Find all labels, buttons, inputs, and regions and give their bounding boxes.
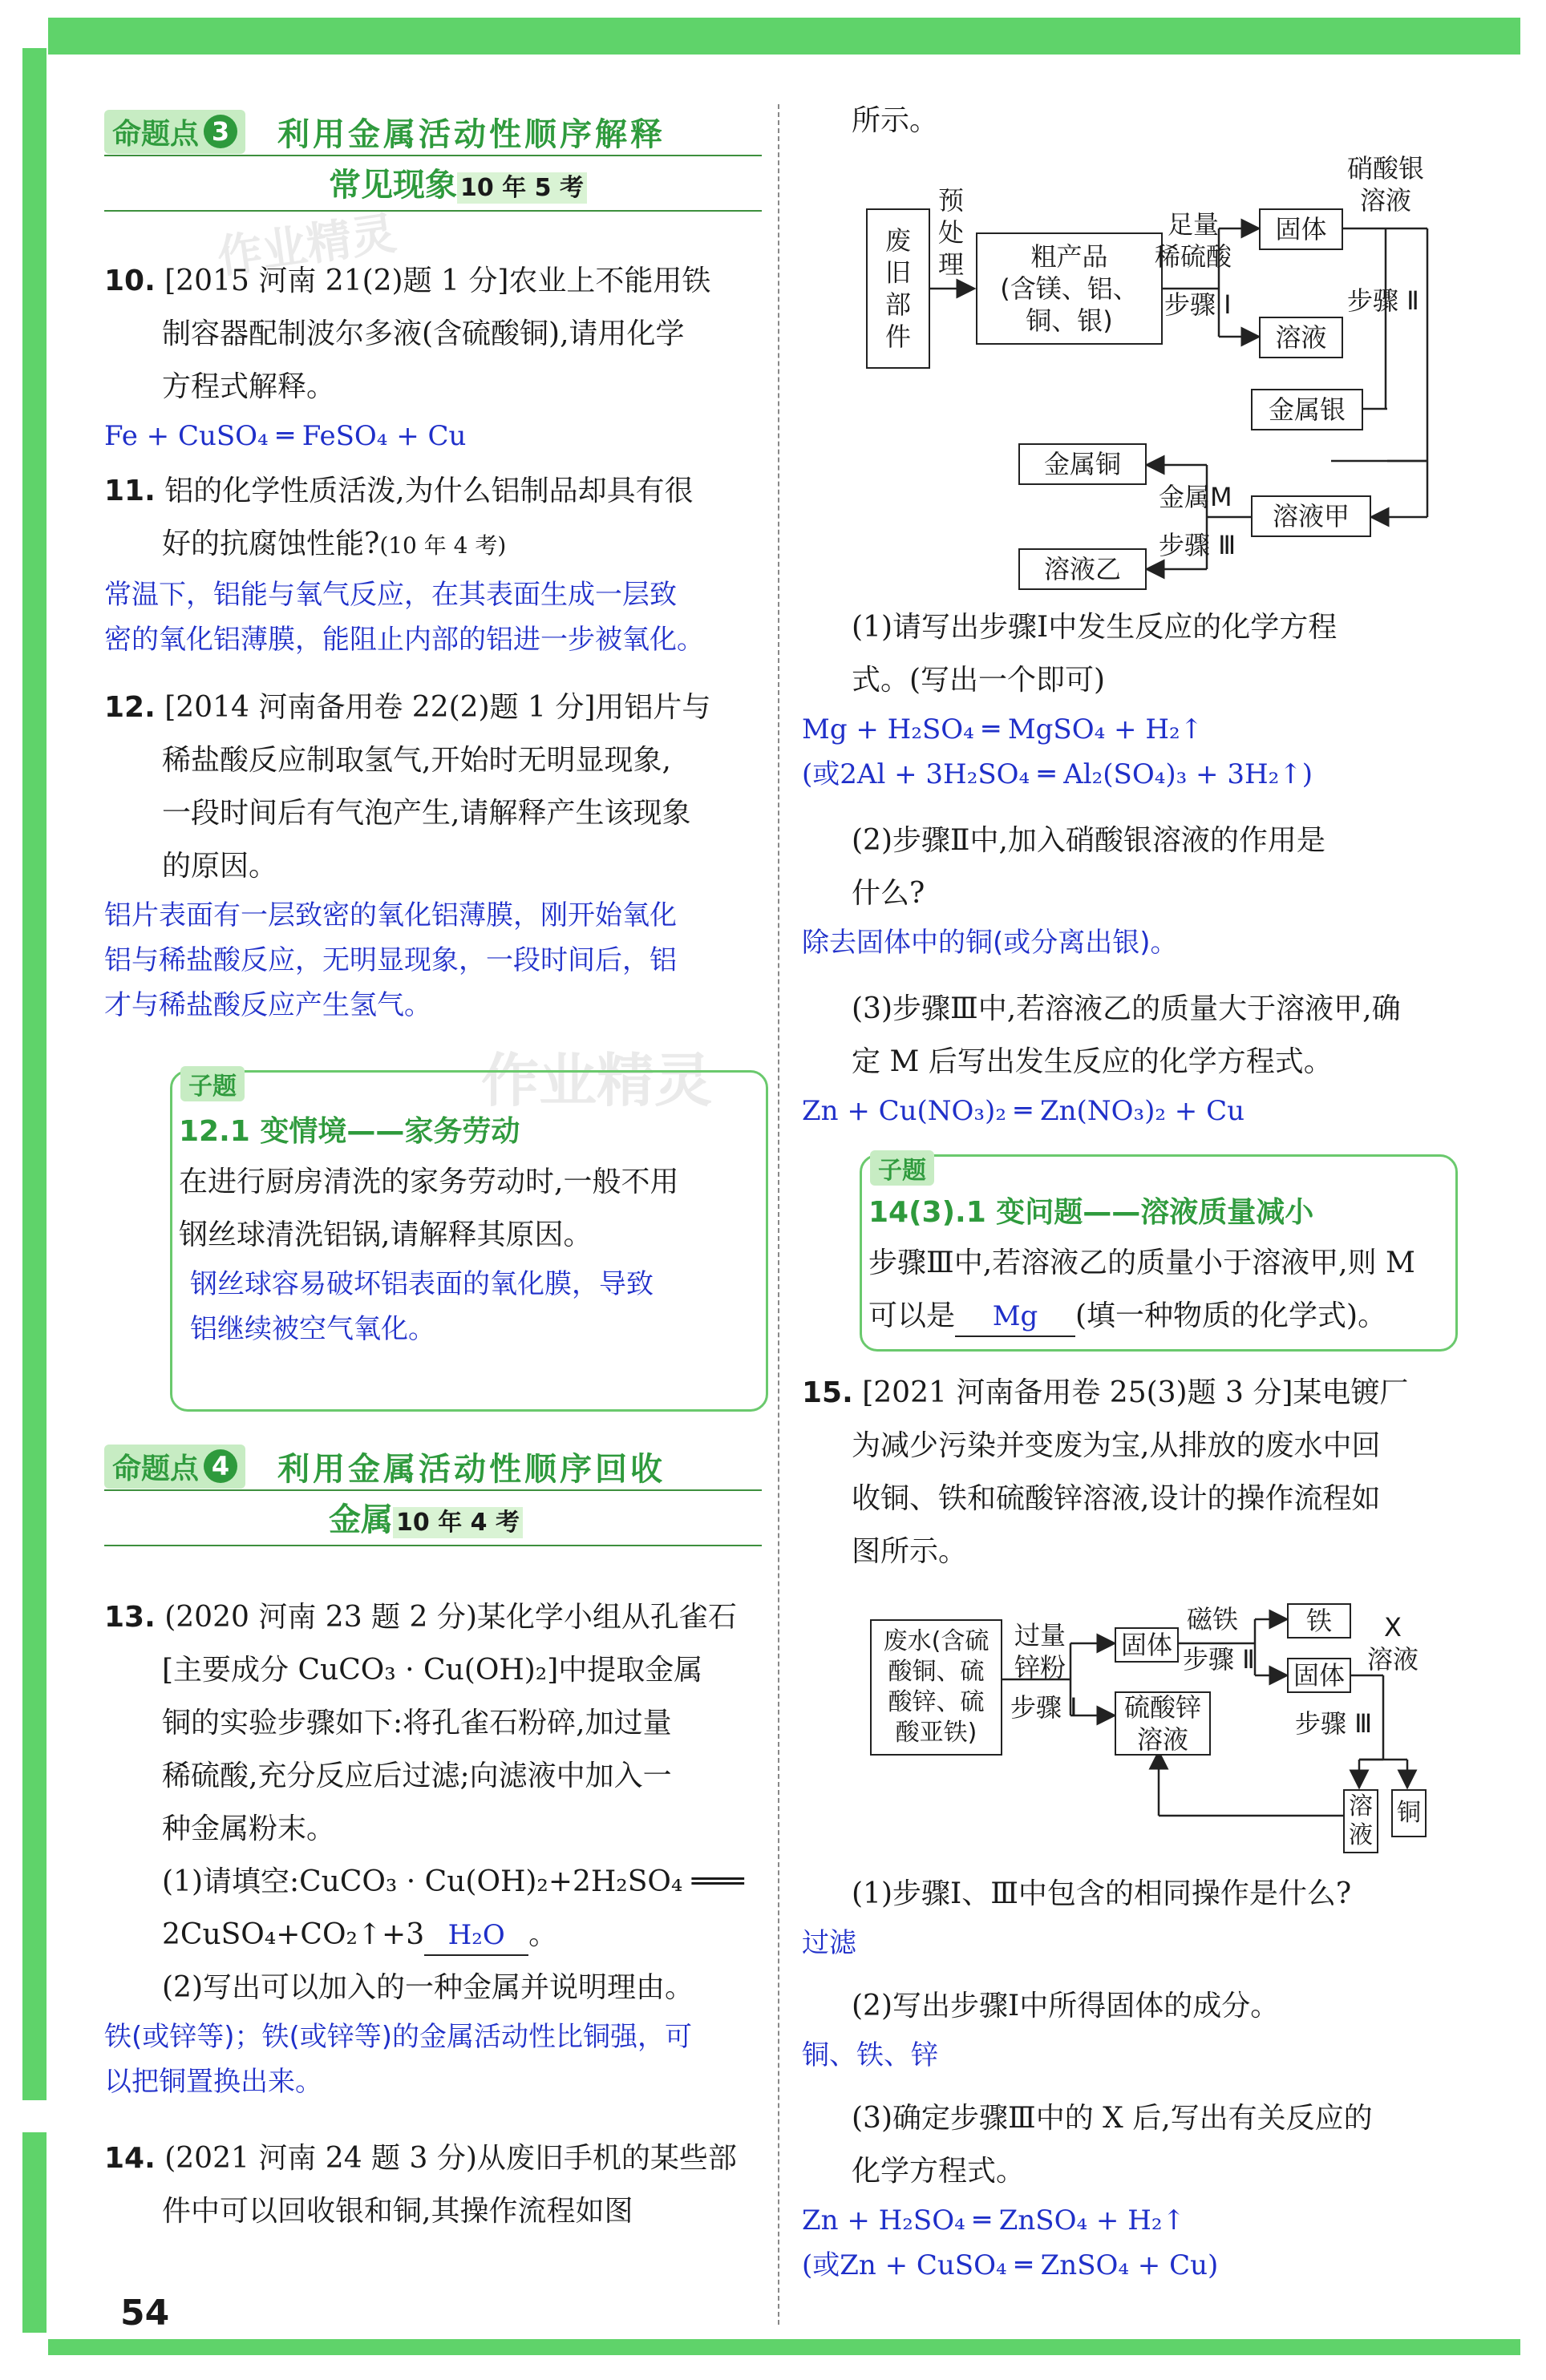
- flow-text: 硫酸锌: [1123, 1692, 1201, 1723]
- exam-stat: 10 年 4 考: [393, 1507, 523, 1538]
- answer: 密的氧化铝薄膜，能阻止内部的铝进一步被氧化。: [104, 624, 704, 656]
- exam-stat: 10 年 5 考: [457, 172, 587, 204]
- flow-box-solution: [1343, 1789, 1378, 1853]
- flow-box-solid-1: 固体: [1115, 1627, 1179, 1663]
- flow-label-step3: 步骤 Ⅲ: [1295, 1708, 1373, 1739]
- watermark: 作业精灵: [481, 1047, 713, 1114]
- question-number: 12.: [104, 691, 156, 724]
- left-green-bar: [22, 48, 47, 2100]
- question-text: 一段时间后有气泡产生,请解释产生该现象: [162, 797, 691, 830]
- flow-label-metal-m: 金属M: [1159, 482, 1232, 512]
- question-11: [104, 465, 770, 662]
- flow-box-solid-2: 固体: [1287, 1658, 1351, 1693]
- flow-box-copper: 铜: [1391, 1789, 1427, 1837]
- question-part: (2)写出步骤Ⅰ中所得固体的成分。: [852, 1990, 1280, 2022]
- question-14-parts: [802, 601, 1508, 1133]
- question-text: 钢丝球清洗铝锅,请解释其原因。: [179, 1218, 593, 1251]
- question-12: [104, 681, 770, 1028]
- answer: 除去固体中的铜(或分离出银)。: [802, 927, 1178, 959]
- question-number: 10.: [104, 265, 156, 297]
- question-15: [802, 1367, 1508, 1578]
- flow-box-solution-a: 溶液甲: [1251, 495, 1371, 537]
- question-text: 种金属粉末。: [162, 1812, 336, 1845]
- answer: 铝与稀盐酸反应，无明显现象，一段时间后，铝: [104, 944, 677, 976]
- fill-blank-answer: Mg: [955, 1297, 1075, 1337]
- question-part: (1)步骤Ⅰ、Ⅲ中包含的相同操作是什么?: [852, 1877, 1352, 1910]
- flowchart-q14: [866, 152, 1524, 601]
- flow-text: 粗产品: [1030, 241, 1108, 272]
- flow-label-x-solution: [1367, 1611, 1419, 1675]
- question-part: (1)请填空:CuCO₃ · Cu(OH)₂+2H₂SO₄ ═══: [162, 1865, 744, 1898]
- section-header-3: [104, 108, 762, 212]
- question-text: [2015 河南 21(2)题 1 分]农业上不能用铁: [164, 265, 711, 297]
- section-rule: [104, 1545, 762, 1546]
- flow-box-copper: 金属铜: [1018, 443, 1147, 485]
- section-subtitle: 常见现象: [329, 167, 457, 204]
- flow-box-waste-parts: 废旧部件: [866, 208, 930, 369]
- section-tag: 命题点 4: [104, 1445, 245, 1489]
- flow-label-step1: 步骤 Ⅰ: [1164, 289, 1232, 320]
- answer: 铁(或锌等)；铁(或锌等)的金属活动性比铜强，可: [104, 2021, 693, 2053]
- flow-label-acid: [1155, 208, 1232, 273]
- section-number: 3: [204, 115, 237, 148]
- question-text: 可以是: [868, 1299, 956, 1332]
- answer: Zn + Cu(NO₃)₂ ═ Zn(NO₃)₂ + Cu: [802, 1095, 1244, 1127]
- flow-text: 液: [1349, 1821, 1373, 1849]
- answer: 过滤: [802, 1927, 856, 1959]
- flow-label-step2: 步骤 Ⅱ: [1347, 285, 1419, 316]
- question-part: 化学方程式。: [852, 2155, 1026, 2188]
- question-part: (3)步骤Ⅲ中,若溶液乙的质量大于溶液甲,确: [852, 992, 1401, 1025]
- answer: 钢丝球容易破坏铝表面的氧化膜，导致: [190, 1268, 654, 1300]
- flow-text: 酸亚铁): [895, 1719, 977, 1747]
- question-part: (2)写出可以加入的一种金属并说明理由。: [162, 1971, 694, 2004]
- column-divider: [778, 104, 779, 2325]
- flow-box-znso4: [1115, 1691, 1211, 1756]
- sub-question-box-14-3-1: [860, 1154, 1458, 1352]
- sub-question-title: 12.1 变情境——家务劳动: [179, 1115, 520, 1148]
- question-number: 14.: [104, 2142, 156, 2175]
- flow-box-solid: 固体: [1259, 208, 1343, 250]
- question-text: [主要成分 CuCO₃ · Cu(OH)₂]中提取金属: [162, 1654, 703, 1687]
- page-number: 54: [120, 2293, 170, 2334]
- section-header-4: [104, 1443, 762, 1546]
- sub-question-title: 14(3).1 变问题——溶液质量减小: [868, 1196, 1314, 1229]
- flow-text: 废水(含硫: [883, 1627, 990, 1655]
- question-text: 制容器配制波尔多液(含硫酸铜),请用化学: [162, 317, 685, 350]
- question-text: 所示。: [852, 104, 939, 137]
- flow-text: 稀硫酸: [1155, 241, 1232, 272]
- question-text: 铜的实验步骤如下:将孔雀石粉碎,加过量: [162, 1707, 672, 1740]
- sub-question-box-12-1: [170, 1070, 768, 1412]
- section-rule: [104, 210, 762, 212]
- section-subtitle: 金属: [329, 1501, 393, 1538]
- question-number: 13.: [104, 1601, 156, 1634]
- fill-blank-answer: H₂O: [424, 1916, 528, 1956]
- answer: 常温下，铝能与氧气反应，在其表面生成一层致: [104, 579, 677, 611]
- question-text: 收铜、铁和硫酸锌溶液,设计的操作流程如: [852, 1482, 1381, 1515]
- question-text: [2021 河南备用卷 25(3)题 3 分]某电镀厂: [862, 1376, 1409, 1409]
- flow-text: 溶液: [1360, 185, 1412, 216]
- question-part: 2CuSO₄+CO₂↑+3: [162, 1918, 425, 1951]
- question-text: (2020 河南 23 题 2 分)某化学小组从孔雀石: [164, 1601, 737, 1634]
- flow-text: 酸锌、硫: [888, 1688, 985, 1716]
- question-part: 定 M 后写出发生反应的化学方程式。: [852, 1045, 1333, 1078]
- answer: Zn + H₂SO₄ ═ ZnSO₄ + H₂↑: [802, 2204, 1185, 2237]
- section-title: 利用金属活动性顺序回收: [277, 1450, 666, 1488]
- flow-label-step3: 步骤 Ⅲ: [1159, 530, 1236, 560]
- question-text: [2014 河南备用卷 22(2)题 1 分]用铝片与: [164, 691, 711, 724]
- question-part: 什么?: [852, 877, 925, 910]
- question-part: (2)步骤Ⅱ中,加入硝酸银溶液的作用是: [852, 824, 1325, 857]
- flow-text: 酸铜、硫: [888, 1658, 985, 1686]
- flow-label-magnet: 磁铁: [1187, 1604, 1239, 1634]
- question-text: (填一种物质的化学式)。: [1075, 1299, 1387, 1332]
- top-green-bar: [48, 18, 1520, 55]
- question-text: 好的抗腐蚀性能?: [162, 527, 380, 560]
- watermark: 作业精灵: [214, 207, 400, 285]
- question-number: 15.: [802, 1376, 853, 1409]
- question-text: (2021 河南 24 题 3 分)从废旧手机的某些部: [164, 2142, 737, 2175]
- question-text: 稀盐酸反应制取氢气,开始时无明显现象,: [162, 744, 671, 777]
- answer: 铝继续被空气氧化。: [190, 1313, 435, 1345]
- flow-label-zinc: [1014, 1619, 1066, 1683]
- flow-text: (含镁、铝、: [1000, 273, 1139, 304]
- question-text: 稀硫酸,充分反应后过滤;向滤液中加入一: [162, 1760, 672, 1792]
- flow-text: 溶液: [1367, 1644, 1419, 1675]
- flow-label-step2: 步骤 Ⅱ: [1183, 1644, 1255, 1675]
- flow-text: 硝酸银: [1347, 153, 1425, 184]
- answer: 才与稀盐酸反应产生氢气。: [104, 989, 431, 1021]
- question-number: 11.: [104, 475, 156, 507]
- answer: Mg + H₂SO₄ ═ MgSO₄ + H₂↑: [802, 713, 1204, 746]
- question-text: 方程式解释。: [162, 370, 336, 403]
- section-rule: [104, 1489, 762, 1491]
- sub-question-tag: 子题: [870, 1150, 934, 1186]
- question-part: 式。(写出一个即可): [852, 664, 1106, 697]
- question-part: 。: [528, 1918, 558, 1951]
- flow-box-wastewater: [870, 1619, 1002, 1756]
- exam-note: (10 年 4 考): [379, 532, 507, 559]
- question-14: [104, 2132, 770, 2238]
- flow-label-agno3: [1347, 152, 1424, 216]
- flowchart-q15: [870, 1603, 1455, 1868]
- question-text: 步骤Ⅲ中,若溶液乙的质量小于溶液甲,则 M: [868, 1247, 1415, 1279]
- answer: (或2Al + 3H₂SO₄ ═ Al₂(SO₄)₃ + 3H₂↑): [802, 758, 1313, 790]
- flow-box-silver: 金属银: [1251, 389, 1363, 430]
- question-part: (1)请写出步骤Ⅰ中发生反应的化学方程: [852, 611, 1338, 644]
- flow-text: 铜、银): [1026, 305, 1113, 336]
- flow-text: 溶液: [1136, 1724, 1188, 1755]
- question-text: 铝的化学性质活泼,为什么铝制品却具有很: [164, 475, 694, 507]
- flow-text: 过量: [1014, 1620, 1066, 1651]
- question-text: 图所示。: [852, 1535, 968, 1568]
- flow-label-step1: 步骤 Ⅰ: [1010, 1692, 1078, 1723]
- section-rule: [104, 155, 762, 156]
- flow-box-solution: 溶液: [1259, 317, 1343, 358]
- section-tag: 命题点 3: [104, 110, 245, 154]
- flow-text: X: [1384, 1612, 1402, 1643]
- flow-box-crude: [976, 232, 1163, 345]
- flow-text: 锌粉: [1014, 1652, 1066, 1683]
- flow-box-solution-b: 溶液乙: [1018, 548, 1147, 590]
- flow-text: 足量: [1168, 209, 1220, 240]
- flow-label-pretreat: 预处理: [938, 185, 965, 280]
- flow-box-iron: 铁: [1287, 1603, 1351, 1639]
- sub-question-tag: 子题: [180, 1066, 245, 1101]
- answer: Fe + CuSO₄ ═ FeSO₄ + Cu: [104, 420, 467, 452]
- bottom-green-bar: [48, 2339, 1520, 2355]
- question-part: (3)确定步骤Ⅲ中的 X 后,写出有关反应的: [852, 2102, 1373, 2135]
- question-15-parts: [802, 1868, 1508, 2288]
- flow-text: 溶: [1349, 1792, 1373, 1820]
- question-text: 的原因。: [162, 850, 278, 883]
- question-text: 件中可以回收银和铜,其操作流程如图: [162, 2195, 633, 2228]
- question-10: [104, 255, 770, 459]
- left-green-bar-lower: [22, 2132, 47, 2333]
- answer: 铝片表面有一层致密的氧化铝薄膜，刚开始氧化: [104, 899, 677, 931]
- section-title: 利用金属活动性顺序解释: [277, 115, 666, 153]
- question-text: 在进行厨房清洗的家务劳动时,一般不用: [179, 1166, 679, 1198]
- answer: 以把铜置换出来。: [104, 2066, 322, 2098]
- section-number: 4: [204, 1449, 237, 1483]
- question-text: 为减少污染并变废为宝,从排放的废水中回: [852, 1429, 1381, 1462]
- question-13: [104, 1591, 770, 2104]
- answer: 铜、铁、锌: [802, 2039, 938, 2071]
- answer: (或Zn + CuSO₄ ═ ZnSO₄ + Cu): [802, 2249, 1219, 2281]
